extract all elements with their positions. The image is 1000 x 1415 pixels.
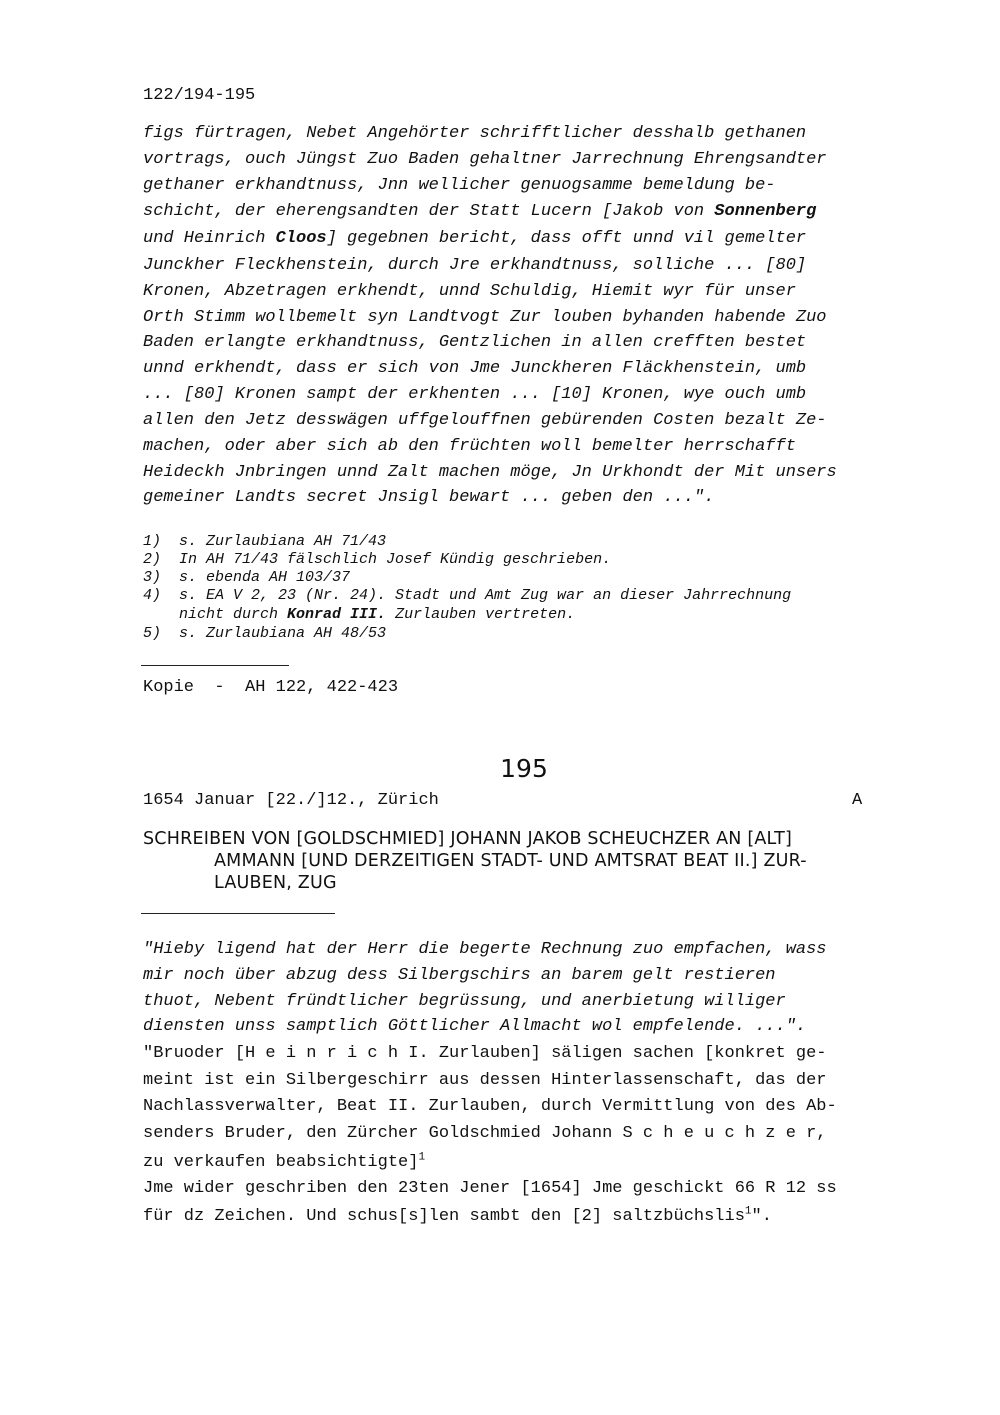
source-note: Kopie - AH 122, 422-423 bbox=[143, 678, 399, 697]
text-segment: ] gegebnen bericht, dass offt unnd vil gemelter bbox=[326, 229, 807, 248]
text-segment: nicht durch bbox=[179, 606, 288, 623]
text-line: Heideckh Jnbringen unnd Zalt machen möge, Jn Urkhondt der Mit unsers bbox=[143, 463, 837, 482]
page-reference: 122/194-195 bbox=[143, 86, 256, 105]
text-segment: zu verkaufen beabsichtigte] bbox=[143, 1153, 419, 1172]
text-line: gemeiner Landts secret Jnsigl bewart ... geben den ...". bbox=[143, 488, 715, 507]
body-line: Jme wider geschriben den 23ten Jener [1654] Jme geschickt 66 R 12 ss bbox=[143, 1179, 837, 1198]
body-line: "Bruoder [H e i n r i c h I. Zurlauben] säligen sachen [konkret ge- bbox=[143, 1044, 827, 1063]
footnote-text: s. Zurlaubiana AH 71/43 bbox=[179, 533, 387, 550]
text-line: allen den Jetz desswägen uffgelouffnen gebürenden Costen bezalt Ze- bbox=[143, 411, 827, 430]
date-place: 1654 Januar [22./]12., Zürich bbox=[143, 791, 439, 810]
document-heading-line: AMMANN [UND DERZEITIGEN STADT- UND AMTSRAT BEAT II.] ZUR- bbox=[214, 851, 807, 871]
footnote-text: s. ebenda AH 103/37 bbox=[179, 569, 351, 586]
text-line: Baden erlangte erkhandtnuss, Gentzlichen in allen crefften bestet bbox=[143, 333, 807, 352]
footnote-text bbox=[179, 606, 575, 624]
footnote-number: 2) bbox=[143, 551, 162, 568]
text-line: Orth Stimm wollbemelt syn Landtvogt Zur louben byhanden habende Zuo bbox=[143, 308, 827, 327]
text-segment: schicht, der eherengsandten der Statt Lucern [Jakob von bbox=[143, 202, 715, 221]
quote-line: "Hieby ligend hat der Herr die begerte Rechnung zuo empfachen, wass bbox=[143, 940, 827, 959]
footnote-text: In AH 71/43 fälschlich Josef Kündig geschrieben. bbox=[179, 551, 612, 568]
text-line: machen, oder aber sich ab den früchten woll bemelter herrschafft bbox=[143, 437, 796, 456]
quote-line: mir noch über abzug dess Silbergschirs an barem gelt restieren bbox=[143, 966, 776, 985]
name-sonnenberg: Sonnenberg bbox=[714, 202, 817, 221]
body-line: meint ist ein Silbergeschirr aus dessen Hinterlassenschaft, das der bbox=[143, 1071, 827, 1090]
quote-line: diensten unss samptlich Göttlicher Allmacht wol empfelende. ...". bbox=[143, 1017, 807, 1036]
footnote-number: 1) bbox=[143, 533, 162, 550]
body-line: Nachlassverwalter, Beat II. Zurlauben, durch Vermittlung von des Ab- bbox=[143, 1097, 837, 1116]
footnote-ref: 1 bbox=[418, 1151, 426, 1164]
name-konrad: Konrad III. bbox=[287, 606, 387, 623]
text-line: figs fürtragen, Nebet Angehörter schrifftlicher desshalb gethanen bbox=[143, 124, 807, 143]
text-line bbox=[143, 202, 816, 222]
text-line: Kronen, Abzetragen erkhendt, unnd Schuldig, Hiemit wyr für unser bbox=[143, 282, 796, 301]
text-line: gethaner erkhandtnuss, Jnn wellicher genuogsamme bemeldung be- bbox=[143, 176, 776, 195]
text-line bbox=[143, 229, 806, 249]
text-segment: ". bbox=[751, 1207, 772, 1226]
footnote-text: s. Zurlaubiana AH 48/53 bbox=[179, 625, 387, 642]
footnote-number: 3) bbox=[143, 569, 162, 586]
separator-rule bbox=[141, 665, 289, 666]
document-type: A bbox=[852, 791, 863, 810]
text-segment: und Heinrich bbox=[143, 229, 276, 248]
text-line: vortrags, ouch Jüngst Zuo Baden gehaltner Jarrechnung Ehrengsandter bbox=[143, 150, 827, 169]
text-segment: für dz Zeichen. Und schus[s]len sambt den [2] saltzbüchslis bbox=[143, 1207, 745, 1226]
text-line: Junckher Fleckhenstein, durch Jre erkhandtnuss, solliche ... [80] bbox=[143, 256, 807, 275]
text-line: ... [80] Kronen sampt der erkhenten ... [10] Kronen, wye ouch umb bbox=[143, 385, 807, 404]
body-line bbox=[143, 1207, 772, 1227]
name-cloos: Cloos bbox=[275, 229, 327, 248]
document-heading-line: LAUBEN, ZUG bbox=[214, 873, 337, 893]
footnote-text: s. EA V 2, 23 (Nr. 24). Stadt und Amt Zug war an dieser Jahrrechnung bbox=[179, 587, 792, 604]
separator-rule bbox=[141, 913, 335, 914]
document-number: 195 bbox=[500, 754, 548, 783]
text-segment: Zurlauben vertreten. bbox=[386, 606, 576, 623]
quote-line: thuot, Nebent fründtlicher begrüssung, und anerbietung williger bbox=[143, 992, 786, 1011]
footnote-number: 4) bbox=[143, 587, 162, 604]
body-line: senders Bruder, den Zürcher Goldschmied Johann S c h e u c h z e r, bbox=[143, 1124, 827, 1143]
footnote-number: 5) bbox=[143, 625, 162, 642]
footnote-ref: 1 bbox=[744, 1205, 752, 1218]
body-line bbox=[143, 1153, 425, 1173]
document-heading-line: SCHREIBEN VON [GOLDSCHMIED] JOHANN JAKOB SCHEUCHZER AN [ALT] bbox=[143, 829, 793, 849]
text-line: unnd erkhendt, dass er sich von Jme Junckheren Fläckhenstein, umb bbox=[143, 359, 807, 378]
